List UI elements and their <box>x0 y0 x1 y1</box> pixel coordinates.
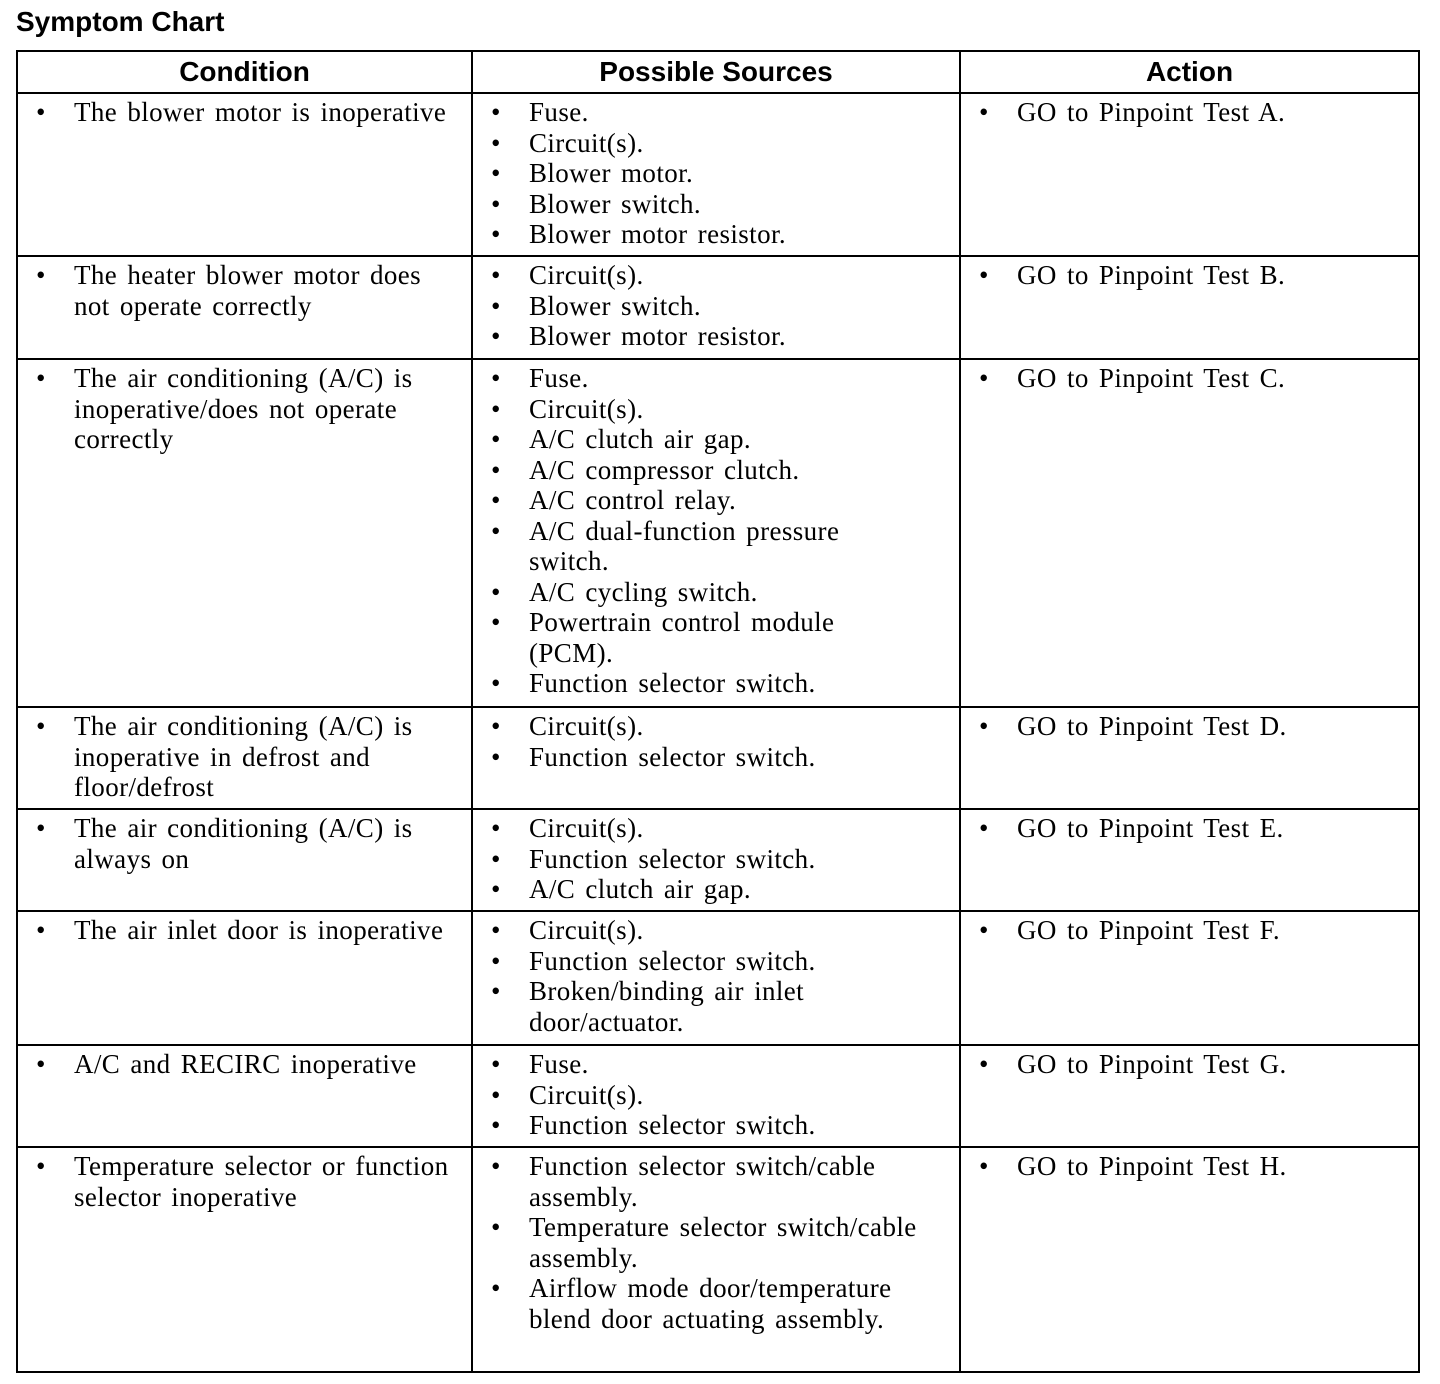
condition-list <box>18 711 471 803</box>
sources-text: A/C dual-function pressure switch. <box>529 515 840 576</box>
sources-text: Blower motor resistor. <box>529 219 787 249</box>
condition-list <box>18 813 471 874</box>
bullet-icon: • <box>979 260 989 290</box>
action-list <box>961 915 1418 946</box>
condition-cell <box>17 256 472 359</box>
condition-list <box>18 260 471 321</box>
bullet-icon: • <box>979 97 989 127</box>
sources-list <box>473 363 959 699</box>
list-item <box>473 394 959 425</box>
action-text: GO to Pinpoint Test D. <box>1017 711 1287 741</box>
sources-list <box>473 1049 959 1141</box>
bullet-icon: • <box>491 1273 501 1303</box>
condition-text: The air conditioning (A/C) is always on <box>74 813 413 874</box>
sources-cell <box>472 256 960 359</box>
sources-list <box>473 1151 959 1334</box>
action-list <box>961 363 1418 394</box>
condition-cell <box>17 1147 472 1372</box>
bullet-icon: • <box>491 393 501 424</box>
sources-text: Circuit(s). <box>529 127 644 158</box>
bullet-icon: • <box>491 424 501 454</box>
list-item <box>961 813 1418 844</box>
list-item <box>473 577 959 608</box>
table-row <box>17 707 1419 809</box>
sources-text: Blower motor. <box>529 158 694 188</box>
bullet-icon: • <box>491 158 501 188</box>
list-item <box>473 128 959 159</box>
bullet-icon: • <box>36 97 46 127</box>
action-cell <box>960 256 1419 359</box>
symptom-chart-table <box>16 50 1420 1373</box>
sources-cell <box>472 359 960 707</box>
action-text: GO to Pinpoint Test G. <box>1017 1049 1287 1079</box>
sources-text: Fuse. <box>529 363 589 393</box>
condition-text: The heater blower motor does not operate correctly <box>74 260 422 321</box>
action-text: GO to Pinpoint Test C. <box>1017 363 1286 393</box>
condition-text: A/C and RECIRC inoperative <box>74 1049 417 1079</box>
list-item <box>473 158 959 189</box>
list-item <box>473 455 959 486</box>
bullet-icon: • <box>979 363 989 393</box>
bullet-icon: • <box>491 97 501 127</box>
action-cell <box>960 911 1419 1045</box>
sources-text: Broken/binding air inlet door/actuator. <box>529 976 805 1037</box>
table-row <box>17 911 1419 1045</box>
action-list <box>961 260 1418 291</box>
bullet-icon: • <box>491 127 501 158</box>
bullet-icon: • <box>491 741 501 772</box>
condition-text: The blower motor is inoperative <box>74 97 447 127</box>
bullet-icon: • <box>491 321 501 351</box>
list-item <box>473 189 959 220</box>
bullet-icon: • <box>36 915 46 945</box>
list-item <box>473 219 959 250</box>
list-item <box>961 363 1418 394</box>
condition-cell <box>17 707 472 809</box>
sources-text: A/C cycling switch. <box>529 576 758 607</box>
sources-text: A/C clutch air gap. <box>529 424 752 454</box>
sources-cell <box>472 809 960 911</box>
bullet-icon: • <box>491 485 501 515</box>
list-item <box>961 1049 1418 1080</box>
list-item <box>961 260 1418 291</box>
sources-text: Function selector switch. <box>529 741 816 772</box>
bullet-icon: • <box>36 1049 46 1079</box>
sources-text: Airflow mode door/temperature blend door actuating assembly. <box>529 1273 892 1334</box>
action-cell <box>960 707 1419 809</box>
sources-text: Temperature selector switch/cable assembly. <box>529 1212 917 1273</box>
sources-text: Function selector switch. <box>529 668 816 698</box>
bullet-icon: • <box>491 711 501 741</box>
list-item <box>473 97 959 128</box>
header-possible-sources: Possible Sources <box>472 51 960 93</box>
table-row <box>17 93 1419 256</box>
sources-text: A/C compressor clutch. <box>529 454 800 485</box>
sources-cell <box>472 1045 960 1147</box>
sources-list <box>473 97 959 250</box>
action-list <box>961 711 1418 742</box>
table-row <box>17 809 1419 911</box>
sources-text: Circuit(s). <box>529 260 644 290</box>
condition-cell <box>17 911 472 1045</box>
bullet-icon: • <box>491 607 501 637</box>
bullet-icon: • <box>491 874 501 904</box>
bullet-icon: • <box>491 976 501 1006</box>
sources-text: Blower switch. <box>529 290 702 321</box>
sources-list <box>473 260 959 352</box>
condition-text: The air conditioning (A/C) is inoperative/does not operate correctly <box>74 363 413 454</box>
list-item <box>473 742 959 773</box>
action-list <box>961 97 1418 128</box>
action-list <box>961 1151 1418 1182</box>
condition-list <box>18 1151 471 1212</box>
list-item <box>473 424 959 455</box>
list-item <box>473 1212 959 1273</box>
sources-list <box>473 915 959 1037</box>
bullet-icon: • <box>979 915 989 945</box>
action-cell <box>960 93 1419 256</box>
sources-cell <box>472 707 960 809</box>
list-item <box>473 607 959 668</box>
bullet-icon: • <box>491 188 501 219</box>
table-row <box>17 1147 1419 1372</box>
bullet-icon: • <box>491 260 501 290</box>
list-item <box>473 1049 959 1080</box>
bullet-icon: • <box>979 711 989 741</box>
condition-list <box>18 97 471 128</box>
header-condition: Condition <box>17 51 472 93</box>
list-item <box>473 844 959 875</box>
condition-list <box>18 1049 471 1080</box>
list-item <box>961 97 1418 128</box>
bullet-icon: • <box>491 945 501 976</box>
bullet-icon: • <box>36 813 46 843</box>
bullet-icon: • <box>491 1079 501 1110</box>
sources-text: Circuit(s). <box>529 813 644 843</box>
action-cell <box>960 1147 1419 1372</box>
condition-list <box>18 915 471 946</box>
sources-cell <box>472 911 960 1045</box>
bullet-icon: • <box>979 813 989 843</box>
bullet-icon: • <box>491 813 501 843</box>
list-item <box>18 363 471 455</box>
list-item <box>961 915 1418 946</box>
sources-text: Function selector switch/cable assembly. <box>529 1151 876 1212</box>
list-item <box>473 291 959 322</box>
bullet-icon: • <box>36 260 46 290</box>
sources-text: Fuse. <box>529 97 589 127</box>
list-item <box>473 260 959 291</box>
condition-cell <box>17 359 472 707</box>
list-item <box>18 711 471 803</box>
list-item <box>961 1151 1418 1182</box>
list-item <box>473 1080 959 1111</box>
list-item <box>473 946 959 977</box>
sources-text: Powertrain control module (PCM). <box>529 607 835 668</box>
list-item <box>473 321 959 352</box>
action-text: GO to Pinpoint Test A. <box>1017 97 1286 127</box>
list-item <box>18 97 471 128</box>
sources-cell <box>472 93 960 256</box>
list-item <box>18 1151 471 1212</box>
bullet-icon: • <box>491 219 501 249</box>
condition-cell <box>17 93 472 256</box>
list-item <box>473 915 959 946</box>
action-text: GO to Pinpoint Test H. <box>1017 1151 1287 1181</box>
action-text: GO to Pinpoint Test B. <box>1017 260 1286 290</box>
bullet-icon: • <box>491 668 501 698</box>
bullet-icon: • <box>979 1049 989 1079</box>
sources-text: A/C control relay. <box>529 485 737 515</box>
action-cell <box>960 1045 1419 1147</box>
bullet-icon: • <box>491 1110 501 1140</box>
bullet-icon: • <box>491 1049 501 1079</box>
bullet-icon: • <box>491 915 501 945</box>
list-item <box>473 976 959 1037</box>
sources-text: Circuit(s). <box>529 711 644 741</box>
list-item <box>18 1049 471 1080</box>
list-item <box>473 1110 959 1141</box>
list-item <box>473 813 959 844</box>
list-item <box>473 516 959 577</box>
bullet-icon: • <box>36 711 46 741</box>
action-list <box>961 1049 1418 1080</box>
table-row <box>17 359 1419 707</box>
bullet-icon: • <box>491 1212 501 1242</box>
condition-text: The air inlet door is inoperative <box>74 915 444 945</box>
sources-text: Circuit(s). <box>529 1079 644 1110</box>
action-list <box>961 813 1418 844</box>
sources-list <box>473 711 959 772</box>
sources-text: Circuit(s). <box>529 915 644 945</box>
list-item <box>473 711 959 742</box>
bullet-icon: • <box>491 290 501 321</box>
condition-text: The air conditioning (A/C) is inoperative in defrost and floor/defrost <box>74 711 413 802</box>
action-cell <box>960 809 1419 911</box>
list-item <box>473 1151 959 1212</box>
list-item <box>18 260 471 321</box>
page-title: Symptom Chart <box>16 6 225 37</box>
sources-text: Function selector switch. <box>529 1110 816 1140</box>
bullet-icon: • <box>491 515 501 546</box>
table-row <box>17 256 1419 359</box>
sources-text: A/C clutch air gap. <box>529 874 752 904</box>
header-action: Action <box>960 51 1419 93</box>
list-item <box>473 1273 959 1334</box>
list-item <box>18 813 471 874</box>
sources-list <box>473 813 959 905</box>
action-text: GO to Pinpoint Test F. <box>1017 915 1281 945</box>
list-item <box>473 874 959 905</box>
bullet-icon: • <box>979 1151 989 1181</box>
bullet-icon: • <box>491 454 501 485</box>
condition-cell <box>17 1045 472 1147</box>
sources-text: Blower switch. <box>529 188 702 219</box>
sources-text: Blower motor resistor. <box>529 321 787 351</box>
table-row <box>17 1045 1419 1147</box>
list-item <box>961 711 1418 742</box>
action-cell <box>960 359 1419 707</box>
action-text: GO to Pinpoint Test E. <box>1017 813 1284 843</box>
condition-text: Temperature selector or function selector inoperative <box>74 1151 449 1212</box>
list-item <box>473 485 959 516</box>
list-item <box>473 363 959 394</box>
list-item <box>18 915 471 946</box>
sources-cell <box>472 1147 960 1372</box>
sources-text: Function selector switch. <box>529 945 816 976</box>
bullet-icon: • <box>491 576 501 607</box>
header-row <box>17 51 1419 93</box>
sources-text: Function selector switch. <box>529 843 816 874</box>
sources-text: Fuse. <box>529 1049 589 1079</box>
bullet-icon: • <box>491 1151 501 1181</box>
bullet-icon: • <box>36 363 46 393</box>
condition-cell <box>17 809 472 911</box>
sources-text: Circuit(s). <box>529 393 644 424</box>
list-item <box>473 668 959 699</box>
bullet-icon: • <box>491 363 501 393</box>
bullet-icon: • <box>36 1151 46 1181</box>
condition-list <box>18 363 471 455</box>
bullet-icon: • <box>491 843 501 874</box>
